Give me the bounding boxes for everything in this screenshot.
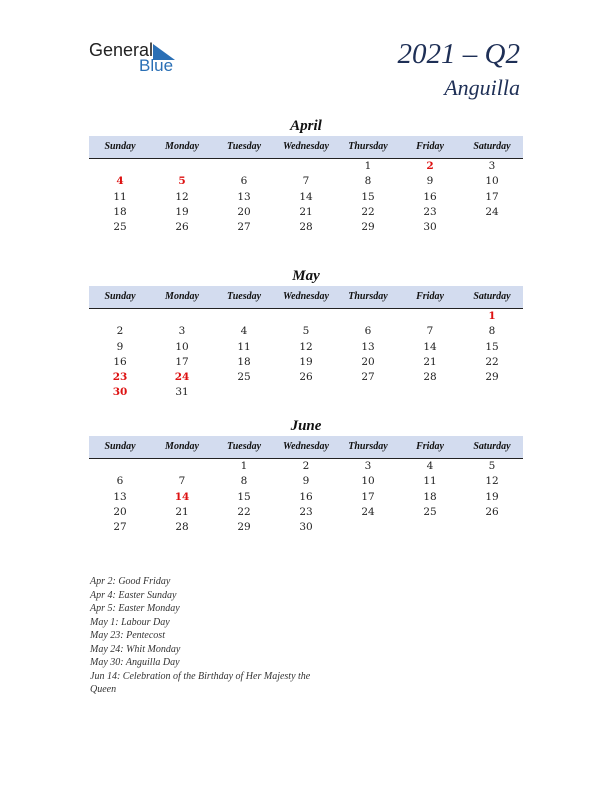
- weekday-label: Monday: [165, 141, 199, 152]
- day-cell: 4: [116, 175, 124, 188]
- day-cell: 24: [485, 205, 499, 218]
- day-cell: 27: [361, 371, 375, 384]
- day-cell: [337, 309, 399, 324]
- day-cell: 30: [299, 521, 313, 534]
- day-cell: 7: [302, 175, 310, 188]
- day-cell: 16: [299, 490, 313, 503]
- weekday-label: Wednesday: [283, 291, 329, 302]
- logo: [89, 40, 189, 76]
- weekday-label: Friday: [416, 291, 444, 302]
- day-cell: [151, 459, 213, 474]
- month-calendar-june: [89, 417, 523, 535]
- week-row: [89, 490, 523, 505]
- day-cell: 24: [361, 505, 375, 518]
- day-cell: [275, 159, 337, 174]
- logo-blue-text: Blue: [139, 56, 174, 75]
- day-cell: 1: [488, 310, 496, 322]
- month-calendar-may: [89, 267, 523, 401]
- day-cell: 11: [237, 340, 251, 353]
- day-cell: 31: [175, 386, 189, 399]
- day-cell: 11: [423, 475, 437, 488]
- weekday-header: [89, 436, 523, 459]
- day-cell: 26: [485, 505, 499, 518]
- day-cell: 13: [113, 490, 127, 503]
- weekday-label: Wednesday: [283, 441, 329, 452]
- day-cell: 14: [174, 490, 190, 503]
- weekday-label: Tuesday: [226, 141, 262, 152]
- day-cell: 25: [237, 371, 251, 384]
- day-cell: 17: [485, 190, 499, 203]
- day-cell: 20: [113, 505, 127, 518]
- week-row: [89, 159, 523, 174]
- week-row: [89, 385, 523, 400]
- month-calendar-april: [89, 117, 523, 235]
- weekday-label: Tuesday: [226, 441, 262, 452]
- day-cell: 29: [361, 221, 375, 234]
- day-cell: 15: [361, 190, 375, 203]
- day-cell: 19: [485, 490, 499, 503]
- day-cell: 19: [299, 355, 313, 368]
- weekday-label: Wednesday: [283, 141, 329, 152]
- day-cell: 7: [426, 325, 434, 338]
- week-row: [89, 355, 523, 370]
- day-cell: 8: [488, 325, 496, 338]
- week-row: [89, 205, 523, 220]
- day-cell: [461, 385, 523, 400]
- day-cell: 18: [113, 205, 127, 218]
- day-cell: [151, 309, 213, 324]
- day-cell: [275, 385, 337, 400]
- holiday-note: Apr 5: Easter Monday: [90, 603, 180, 614]
- day-cell: 20: [237, 205, 251, 218]
- holiday-notes: [90, 575, 350, 697]
- day-cell: 9: [302, 475, 310, 488]
- day-cell: [275, 309, 337, 324]
- day-cell: 2: [302, 460, 310, 472]
- week-row: [89, 474, 523, 489]
- day-cell: 6: [240, 175, 248, 188]
- day-cell: 8: [364, 175, 372, 188]
- day-cell: 8: [240, 475, 248, 488]
- day-cell: 9: [116, 340, 124, 353]
- day-cell: 12: [175, 190, 189, 203]
- weekday-label: Saturday: [473, 441, 511, 452]
- day-cell: [337, 385, 399, 400]
- holiday-note: Queen: [90, 684, 117, 695]
- day-cell: 7: [178, 475, 186, 488]
- week-row: [89, 459, 523, 474]
- day-cell: 4: [426, 460, 434, 472]
- logo-general-text: General: [89, 40, 154, 60]
- day-cell: 17: [175, 355, 189, 368]
- day-cell: 16: [423, 190, 437, 203]
- day-cell: 30: [423, 221, 437, 234]
- page-subtitle: Anguilla: [444, 75, 520, 100]
- day-cell: [461, 220, 523, 235]
- day-cell: 26: [299, 371, 313, 384]
- day-cell: 10: [175, 340, 189, 353]
- week-row: [89, 505, 523, 520]
- weekday-label: Thursday: [348, 291, 388, 302]
- day-cell: 5: [178, 175, 186, 188]
- week-row: [89, 370, 523, 385]
- day-cell: 23: [299, 505, 313, 518]
- holiday-note: May 24: Whit Monday: [90, 643, 181, 655]
- day-cell: 22: [237, 505, 251, 518]
- day-cell: 25: [423, 505, 437, 518]
- day-cell: [399, 520, 461, 535]
- weekday-label: Saturday: [473, 141, 511, 152]
- day-cell: 27: [237, 221, 251, 234]
- holiday-note: May 23: Pentecost: [90, 630, 165, 641]
- day-cell: 10: [485, 175, 499, 188]
- day-cell: 18: [237, 355, 251, 368]
- day-cell: 26: [175, 221, 189, 234]
- day-cell: 23: [423, 205, 437, 218]
- day-cell: 5: [488, 460, 496, 472]
- day-cell: 27: [113, 521, 127, 534]
- day-cell: [399, 309, 461, 324]
- day-cell: 28: [175, 521, 189, 534]
- day-cell: 4: [240, 325, 248, 338]
- day-cell: 5: [302, 325, 310, 338]
- month-name: April: [290, 118, 322, 134]
- day-cell: [89, 459, 151, 474]
- day-cell: [151, 159, 213, 174]
- day-cell: 21: [423, 355, 437, 368]
- day-cell: 3: [364, 460, 372, 472]
- day-cell: [337, 520, 399, 535]
- day-cell: 14: [423, 340, 437, 353]
- weekday-label: Friday: [416, 141, 444, 152]
- day-cell: 17: [361, 490, 375, 503]
- day-cell: [89, 159, 151, 174]
- day-cell: 12: [485, 475, 499, 488]
- holiday-note: May 1: Labour Day: [90, 616, 170, 628]
- holiday-note: Apr 4: Easter Sunday: [90, 589, 177, 601]
- weekday-label: Thursday: [348, 441, 388, 452]
- day-cell: 23: [112, 371, 128, 384]
- week-row: [89, 220, 523, 235]
- day-cell: 2: [426, 160, 434, 172]
- month-name: June: [290, 418, 322, 434]
- weekday-label: Thursday: [348, 141, 388, 152]
- day-cell: [399, 385, 461, 400]
- day-cell: 13: [237, 190, 251, 203]
- day-cell: [213, 309, 275, 324]
- day-cell: 21: [175, 505, 189, 518]
- day-cell: 19: [175, 205, 189, 218]
- day-cell: 22: [361, 205, 375, 218]
- month-name: May: [292, 268, 320, 284]
- holiday-note: Jun 14: Celebration of the Birthday of Her Majesty the: [90, 670, 311, 682]
- weekday-label: Tuesday: [226, 291, 262, 302]
- weekday-label: Monday: [165, 291, 199, 302]
- day-cell: 16: [113, 355, 127, 368]
- week-row: [89, 324, 523, 339]
- day-cell: 28: [299, 221, 313, 234]
- day-cell: 10: [361, 475, 375, 488]
- weekday-label: Sunday: [104, 291, 136, 302]
- day-cell: [213, 385, 275, 400]
- day-cell: 29: [237, 521, 251, 534]
- day-cell: 30: [112, 386, 128, 399]
- day-cell: [213, 159, 275, 174]
- day-cell: 9: [426, 175, 434, 188]
- day-cell: 2: [116, 325, 124, 338]
- holiday-note: May 30: Anguilla Day: [90, 657, 180, 668]
- day-cell: 29: [485, 371, 499, 384]
- day-cell: 12: [299, 340, 313, 353]
- day-cell: 3: [488, 160, 496, 172]
- week-row: [89, 174, 523, 189]
- day-cell: 11: [113, 190, 127, 203]
- day-cell: 6: [364, 325, 372, 338]
- day-cell: 20: [361, 355, 375, 368]
- day-cell: 15: [237, 490, 251, 503]
- holiday-note: Apr 2: Good Friday: [90, 576, 171, 587]
- day-cell: 22: [485, 355, 499, 368]
- day-cell: 14: [299, 190, 313, 203]
- weekday-label: Saturday: [473, 291, 511, 302]
- page-title: 2021 – Q2: [397, 38, 520, 70]
- day-cell: 1: [364, 160, 372, 172]
- day-cell: 28: [423, 371, 437, 384]
- weekday-header: [89, 136, 523, 159]
- day-cell: 21: [299, 205, 313, 218]
- day-cell: 3: [178, 325, 186, 338]
- day-cell: [89, 309, 151, 324]
- week-row: [89, 309, 523, 324]
- day-cell: 18: [423, 490, 437, 503]
- weekday-header: [89, 286, 523, 309]
- week-row: [89, 190, 523, 205]
- day-cell: 1: [240, 460, 248, 472]
- weekday-label: Friday: [416, 441, 444, 452]
- day-cell: 6: [116, 475, 124, 488]
- day-cell: 13: [361, 340, 375, 353]
- day-cell: 24: [174, 371, 190, 384]
- weekday-label: Sunday: [104, 141, 136, 152]
- day-cell: 15: [485, 340, 499, 353]
- day-cell: 25: [113, 221, 127, 234]
- week-row: [89, 520, 523, 535]
- week-row: [89, 340, 523, 355]
- weekday-label: Sunday: [104, 441, 136, 452]
- weekday-label: Monday: [165, 441, 199, 452]
- day-cell: [461, 520, 523, 535]
